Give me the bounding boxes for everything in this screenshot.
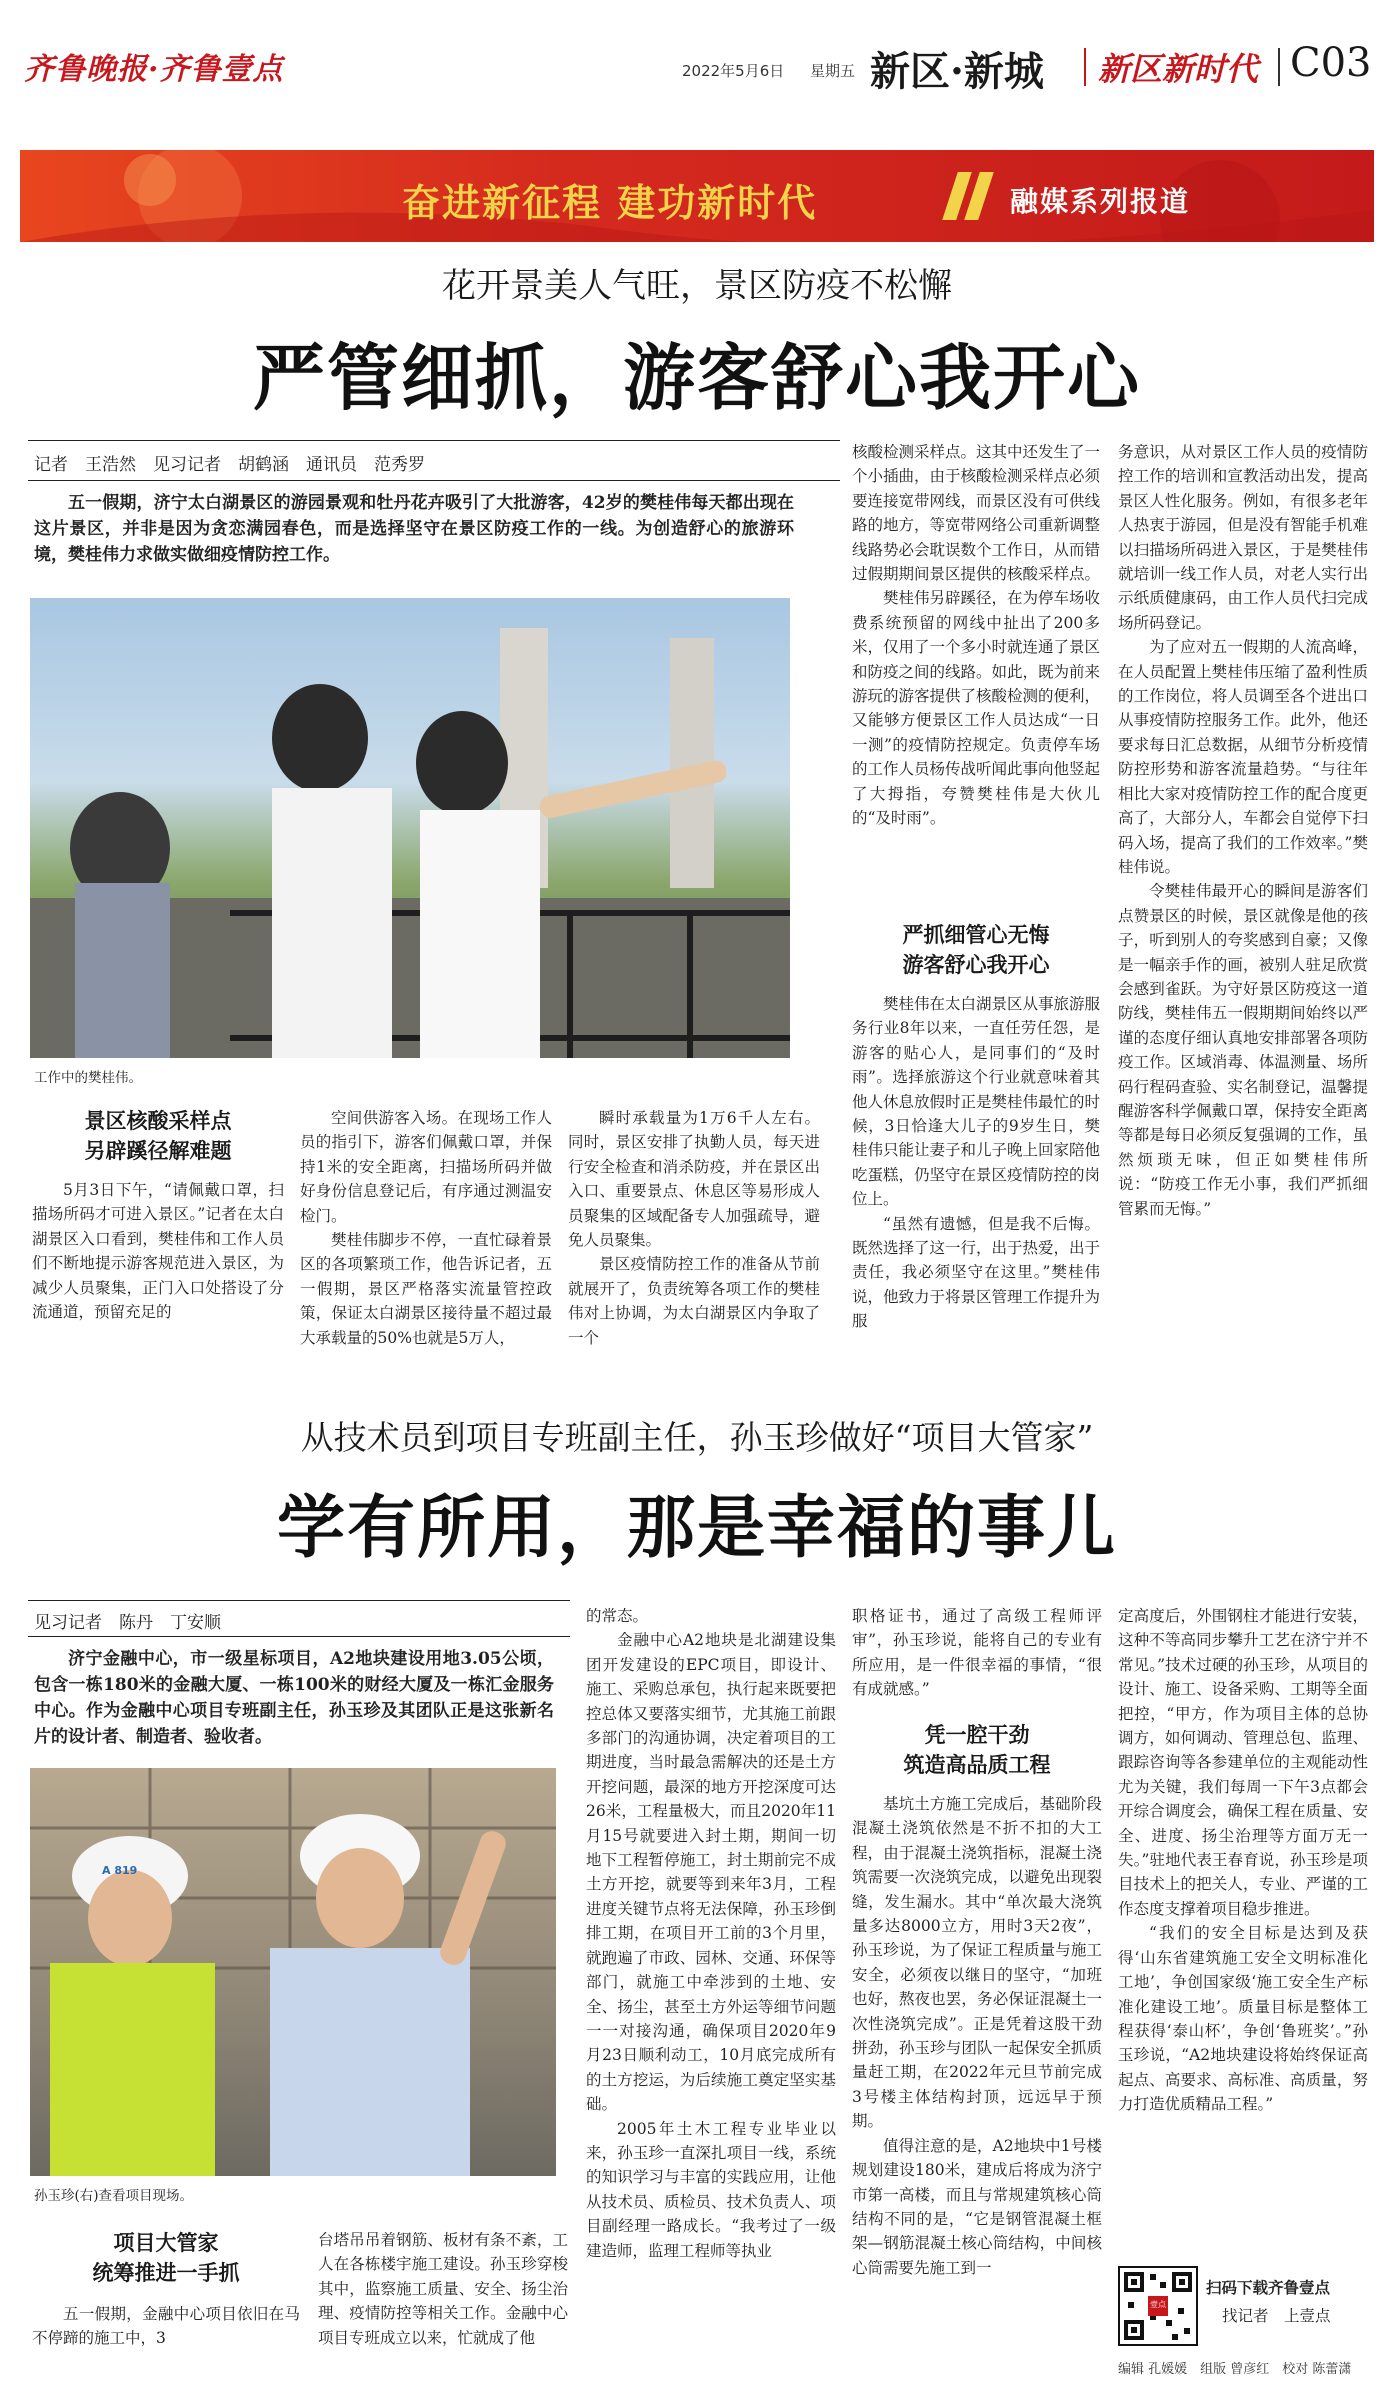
article2-photo	[30, 1768, 556, 2176]
article2-scene-illustration	[30, 1768, 556, 2176]
article2-photo-caption: 孙玉珍(右)查看项目现场。	[34, 2188, 194, 2204]
footer-credits: 编辑 孔媛媛 组版 曾彦红 校对 陈蕾潇	[1118, 2362, 1352, 2377]
section-name: 新区·新城	[870, 48, 1044, 95]
banner-slogan: 奋进新征程 建功新时代	[402, 180, 818, 225]
qr-slogan: 找记者 上壹点	[1222, 2307, 1331, 2325]
article1-column-e: 务意识，从对景区工作人员的疫情防控工作的培训和宣教活动出发，提高景区人性化服务。例如，有很多老年人热衷于游园，但是没有智能手机难以扫描场所码进入景区，于是樊桂伟就培训一线工作人员，对老人实行出示纸质健康码，由工作人员代扫完成场所码登记。 为了应对五一假期的人流高峰，在人员配置上樊桂伟压缩了盈利性质的工作岗位，将人员调至各个进出口从事疫情防控服务工作。此外，他还要求每日汇总数据，从细节分析疫情防控形势和游客流量趋势。“与往年相比大家对疫情防控工作的配合度更高了，大部分人，车都会自觉停下扫码入场，提高了我们的工作效率。”樊桂伟说。 令樊桂伟最开心的瞬间是游客们点赞景区的时候，景区就像是他的孩子，听到别人的夸奖感到自豪；又像是一幅亲手作的画，被别人驻足欣赏会感到雀跃。为守好景区防疫这一道防线，樊桂伟五一假期期间始终以严谨的态度仔细认真地安排部署各项防疫工作。区域消毒、体温测量、场所码行程码查验、实名制登记，温馨提醒游客科学佩戴口罩，保持安全距离等都是每日必须反复强调的工作，虽然烦琐无味，但正如樊桂伟所说：“防疫工作无小事，我们严抓细管累而无悔。”	[1118, 443, 1368, 1218]
article2-subhead-2: 凭一腔干劲 筑造高品质工程	[903, 1722, 1051, 1777]
series-banner	[20, 150, 1374, 242]
qr-code[interactable]	[1118, 2266, 1198, 2346]
article2-kicker: 从技术员到项目专班副主任，孙玉珍做好“项目大管家”	[300, 1418, 1094, 1457]
article1-lead: 五一假期，济宁太白湖景区的游园景观和牡丹花卉吸引了大批游客，42岁的樊桂伟每天都出现在这片景区，并非是因为贪恋满园春色，而是选择坚守在景区防疫工作的一线。为创造舒心的旅游环境，樊桂伟力求做实做细疫情防控工作。	[34, 493, 794, 565]
article1-byline-rule	[28, 480, 840, 481]
issue-weekday: 星期五	[810, 62, 856, 80]
article1-column-d-bottom: 樊桂伟在太白湖景区从事旅游服务行业8年以来，一直任劳任怨，是游客的贴心人，是同事们的“及时雨”。选择旅游这个行业就意味着其他人休息放假时正是樊桂伟最忙的时候，3日恰逢大儿子的9岁生日，樊桂伟只能让妻子和儿子晚上回家陪他吃蛋糕，仍坚守在景区疫情防控的岗位上。 “虽然有遗憾，但是我不后悔。既然选择了这一行，出于热爱，出于责任，我必须坚守在这里。”樊桂伟说，他致力于将景区管理工作提升为服	[852, 995, 1100, 1331]
article1-kicker: 花开景美人气旺，景区防疫不松懈	[442, 266, 952, 306]
article1-column-b: 空间供游客入场。在现场工作人员的指引下，游客们佩戴口罩，并保持1米的安全距离，扫描场所码并做好身份信息登记后，有序通过测温安检门。 樊桂伟脚步不停，一直忙碌着景区的各项繁琐工作，他告诉记者，五一假期，景区严格落实流量管控政策，保证太白湖景区接待量不超过最大承载量的50%也就是5万人，	[300, 1109, 552, 1347]
masthead-logo: 齐鲁晚报·齐鲁壹点	[24, 52, 284, 87]
article2-column-d-bottom: 基坑土方施工完成后，基础阶段混凝土浇筑依然是不折不扣的大工程，由于混凝土浇筑指标，混凝土浇筑需要一次浇筑完成，以避免出现裂缝，发生漏水。其中“单次最大浇筑量多达8000立方，用时3天2夜”，孙玉珍说，为了保证工程质量与施工安全，必须夜以继日的坚守，“加班也好，熬夜也罢，务必保证混凝土一次性浇筑完成”。正是凭着这股干劲拼劲，孙玉珍与团队一起保安全抓质量赶工期，在2022年元旦节前完成3号楼主体结构封顶，远远早于预期。 值得注意的是，A2地块中1号楼规划建设180米，建成后将成为济宁市第一高楼，而且与常规建筑核心筒结构不同的是，“它是钢管混凝土框架—钢筋混凝土核心筒结构，中间核心筒需要先施工到一	[852, 1795, 1102, 2277]
banner-series-label: 融媒系列报道	[1010, 185, 1191, 218]
section-brand: 新区新时代	[1098, 50, 1259, 88]
article1-top-rule	[28, 440, 840, 441]
article2-subhead-1: 项目大管家 统筹推进一手抓	[92, 2230, 240, 2285]
article1-byline: 记者 王浩然 见习记者 胡鹤涵 通讯员 范秀罗	[34, 455, 425, 475]
article1-subhead-1: 景区核酸采样点 另辟蹊径解难题	[84, 1108, 232, 1163]
qr-center-label: 壹点	[1150, 2300, 1166, 2309]
article1-subhead-2: 严抓细管心无悔 游客舒心我开心	[902, 922, 1050, 977]
article2-top-rule	[28, 1600, 570, 1601]
article1-scene-illustration	[30, 598, 790, 1058]
page-number: C03	[1290, 40, 1372, 86]
article1-column-d-top: 核酸检测采样点。这其中还发生了一个小插曲，由于核酸检测采样点必须要连接宽带网线，而景区没有可供线路的地方，等宽带网络公司重新调整线路势必会耽误数个工作日，从而错过假期期间景区提供的核酸采样点。 樊桂伟另辟蹊径，在为停车场收费系统预留的网线中扯出了200多米，仅用了一个多小时就连通了景区和防疫之间的线路。如此，既为前来游玩的游客提供了核酸检测的便利，又能够方便景区工作人员达成“一日一测”的疫情防控规定。负责停车场的工作人员杨传战听闻此事向他竖起了大拇指，夸赞樊桂伟是大伙儿的“及时雨”。	[852, 443, 1100, 828]
article2-column-a: 五一假期，金融中心项目依旧在马不停蹄的施工中，3	[32, 2305, 300, 2348]
issue-date: 2022年5月6日	[682, 62, 785, 80]
article2-headline: 学有所用，那是幸福的事儿	[276, 1488, 1117, 1568]
article1-photo-caption: 工作中的樊桂伟。	[34, 1070, 142, 1086]
article1-column-c: 瞬时承载量为1万6千人左右。同时，景区安排了执勤人员，每天进行安全检查和消杀防疫，并在景区出入口、重要景点、休息区等易形成人员聚集的区域配备专人加强疏导，避免人员聚集。 景区疫情防控工作的准备从节前就展开了，负责统筹各项工作的樊桂伟对上协调，为太白湖景区内争取了一个	[568, 1109, 820, 1347]
article2-lead: 济宁金融中心，市一级星标项目，A2地块建设用地3.05公顷，包含一栋180米的金融大厦、一栋100米的财经大厦及一栋汇金服务中心。作为金融中心项目专班副主任，孙玉珍及其团队正是这张新名片的设计者、制造者、验收者。	[34, 1649, 554, 1747]
article2-column-d-top: 职格证书，通过了高级工程师评审”，孙玉珍说，能将自己的专业有所应用，是一件很幸福的事情，“很有成就感。”	[852, 1607, 1102, 1699]
article2-column-b: 台塔吊吊着钢筋、板材有条不紊，工人在各栋楼宇施工建设。孙玉珍穿梭其中，监察施工质量、安全、扬尘治理、疫情防控等相关工作。金融中心项目专班成立以来，忙就成了他	[318, 2231, 568, 2347]
section-divider	[1084, 48, 1086, 86]
article2-byline: 见习记者 陈丹 丁安顺	[34, 1613, 221, 1633]
section-divider-2	[1278, 48, 1280, 86]
qr-label: 扫码下载齐鲁壹点	[1206, 2278, 1331, 2297]
article2-byline-rule	[28, 1636, 570, 1637]
article1-headline: 严管细抓，游客舒心我开心	[252, 335, 1141, 420]
article1-column-a: 5月3日下午，“请佩戴口罩，扫描场所码才可进入景区。”记者在太白湖景区入口看到，樊桂伟和工作人员们不断地提示游客规范进入景区，为减少人员聚集，正门入口处搭设了分流通道，预留充足的	[32, 1181, 284, 1322]
helmet-label: A 819	[102, 1864, 138, 1877]
article1-photo	[30, 598, 790, 1058]
article2-column-c: 的常态。 金融中心A2地块是北湖建设集团开发建设的EPC项目，即设计、施工、采购总承包，执行起来既要把控总体又要落实细节，尤其施工前跟多部门的沟通协调，决定着项目的工期进度，当时最急需解决的还是土方开挖问题，最深的地方开挖深度可达26米，工程量极大，而且2020年11月15号就要进入封土期，期间一切地下工程暂停施工，封土期前完不成土方开挖，就要等到来年3月，工程进度关键节点将无法保障，孙玉珍倒排工期，在项目开工前的3个月里，就跑遍了市政、园林、交通、环保等部门，就施工中牵涉到的土地、安全、扬尘，甚至土方外运等细节问题一一对接沟通，确保项目2020年9月23日顺利动工，10月底完成所有的土方挖运，为后续施工奠定坚实基础。 2005年土木工程专业毕业以来，孙玉珍一直深扎项目一线，系统的知识学习与丰富的实践应用，让他从技术员、质检员、技术负责人、项目副经理一路成长。“我考过了一级建造师，监理工程师等执业	[586, 1607, 836, 2260]
article2-column-e: 定高度后，外围钢柱才能进行安装，这种不等高同步攀升工艺在济宁并不常见。”技术过硬的孙玉珍，从项目的设计、施工、设备采购、工期等全面把控，“甲方，作为项目主体的总协调方，如何调动、管理总包、监理、跟踪咨询等各参建单位的主观能动性尤为关键，我们每周一下午3点都会开综合调度会，确保工程在质量、安全、进度、扬尘治理等方面万无一失。”驻地代表王春育说，孙玉珍是项目技术上的把关人，专业、严谨的工作态度支撑着项目稳步推进。 “我们的安全目标是达到及获得‘山东省建筑施工安全文明标准化工地’，争创国家级‘施工安全生产标准化建设工地’。质量目标是整体工程获得‘泰山杯’，争创‘鲁班奖’。”孙玉珍说，“A2地块建设将始终保证高起点、高要求、高标准、高质量，努力打造优质精品工程。”	[1118, 1607, 1368, 2114]
